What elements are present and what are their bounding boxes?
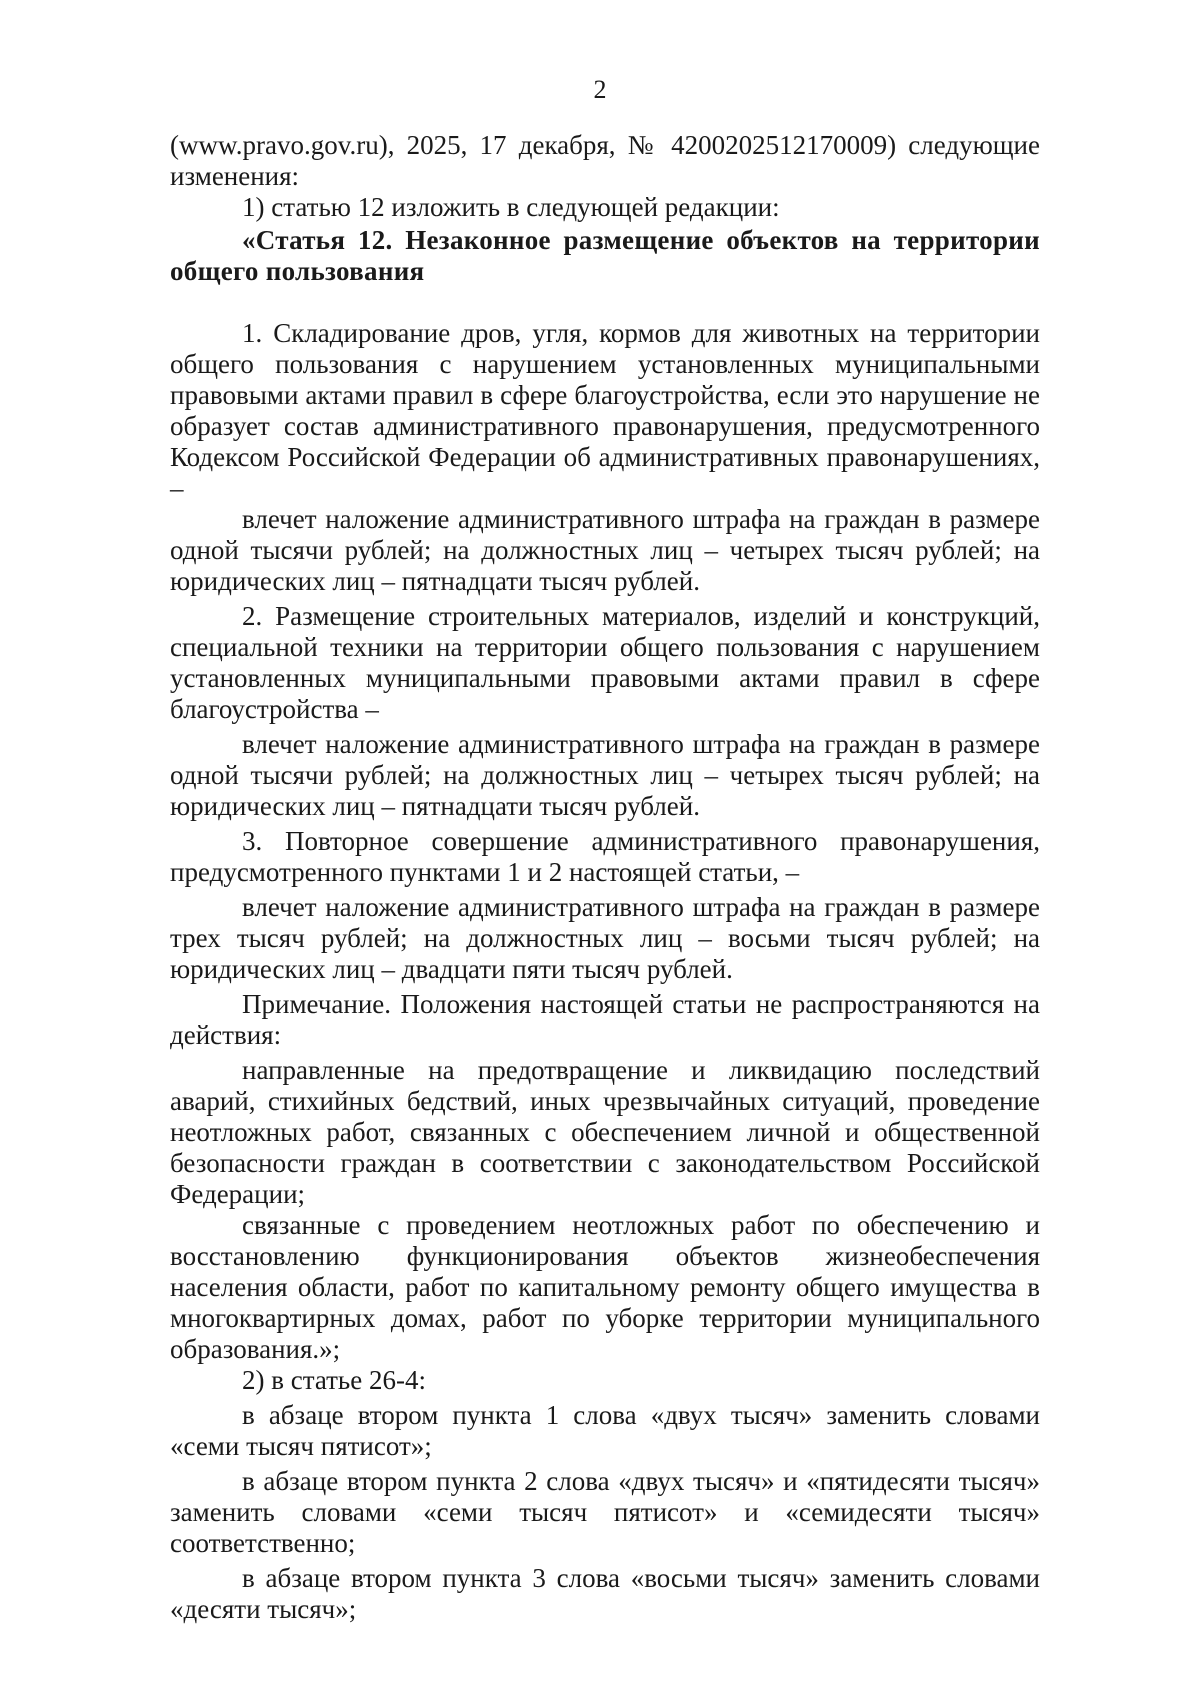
paragraph-point-1: 1. Складирование дров, угля, кормов для животных на территории общего пользования с нарушением установленных муниципальными правовыми актами правил в сфере благоустройства, если это нарушение не образует состав административного правонарушения, предусмотренного Кодексом Российской Федерации об административных правонарушениях, –: [170, 318, 1040, 503]
paragraph-penalty-1: влечет наложение административного штрафа на граждан в размере одной тысячи рублей; на должностных лиц – четырех тысяч рублей; на юридических лиц – пятнадцати тысяч рублей.: [170, 504, 1040, 596]
paragraph-penalty-2: влечет наложение административного штрафа на граждан в размере одной тысячи рублей; на должностных лиц – четырех тысяч рублей; на юридических лиц – пятнадцати тысяч рублей.: [170, 729, 1040, 821]
paragraph-note-item-1: направленные на предотвращение и ликвидацию последствий аварий, стихийных бедствий, иных чрезвычайных ситуаций, проведение неотложных работ, связанных с обеспечением личной и общественной безопасности граждан в соответствии с законодательством Российской Федерации;: [170, 1055, 1040, 1209]
paragraph-amendment-2: в абзаце втором пункта 2 слова «двух тысяч» и «пятидесяти тысяч» заменить словами «семи тысяч пятисот» и «семидесяти тысяч» соответственно;: [170, 1466, 1040, 1558]
paragraph-point-3: 3. Повторное совершение административного правонарушения, предусмотренного пунктами 1 и 2 настоящей статьи, –: [170, 826, 1040, 887]
paragraph-item-1: 1) статью 12 изложить в следующей редакции:: [242, 192, 780, 222]
spacer: [170, 287, 1040, 318]
paragraph-source-reference: (www.pravo.gov.ru), 2025, 17 декабря, № 4200202512170009) следующие изменения:: [170, 130, 1040, 191]
paragraph-amendment-3: в абзаце втором пункта 3 слова «восьми тысяч» заменить словами «десяти тысяч»;: [170, 1563, 1040, 1624]
page-number: 2: [593, 75, 607, 104]
paragraph-item-2: 2) в статье 26-4:: [242, 1365, 426, 1395]
paragraph-point-2: 2. Размещение строительных материалов, изделий и конструкций, специальной техники на территории общего пользования с нарушением установленных муниципальными правовыми актами правил в сфере благоустройства –: [170, 601, 1040, 724]
article-title: «Статья 12. Незаконное размещение объектов на территории общего пользования: [170, 225, 1040, 286]
paragraph-note: Примечание. Положения настоящей статьи не распространяются на действия:: [170, 989, 1040, 1050]
paragraph-note-item-2: связанные с проведением неотложных работ по обеспечению и восстановлению функционирования объектов жизнеобеспечения населения области, работ по капитальному ремонту общего имущества в многоквартирных домах, работ по уборке территории муниципального образования.»;: [170, 1210, 1040, 1364]
paragraph-penalty-3: влечет наложение административного штрафа на граждан в размере трех тысяч рублей; на должностных лиц – восьми тысяч рублей; на юридических лиц – двадцати пяти тысяч рублей.: [170, 892, 1040, 984]
paragraph-amendment-1: в абзаце втором пункта 1 слова «двух тысяч» заменить словами «семи тысяч пятисот»;: [170, 1400, 1040, 1461]
document-body: [170, 130, 1040, 1625]
